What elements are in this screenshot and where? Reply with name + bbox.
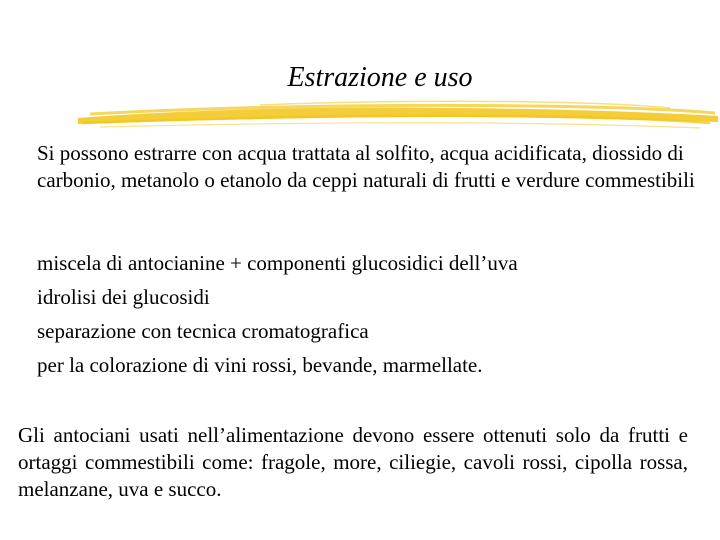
process-step: per la colorazione di vini rossi, bevande, marmellate. [37, 353, 483, 377]
process-step: idrolisi dei glucosidi [37, 285, 210, 309]
intro-paragraph: Si possono estrarre con acqua trattata al solfito, acqua acidificata, diossido di carbonio, metanolo o etanolo da ceppi naturali di frutti e verdure commestibili [37, 141, 695, 192]
process-step: miscela di antocianine + componenti glucosidici dell’uva [37, 251, 518, 275]
process-step: separazione con tecnica cromatografica [37, 319, 369, 343]
slide-title: Estrazione e uso [287, 62, 473, 93]
title-underline-brushstroke [60, 96, 720, 136]
conclusion-paragraph: Gli antociani usati nell’alimentazione devono essere ottenuti solo da frutti e ortaggi commestibili come: fragole, more, ciliegie, cavoli rossi, cipolla rossa, melanzane, uva e succo. [18, 423, 688, 501]
process-list [37, 246, 707, 382]
